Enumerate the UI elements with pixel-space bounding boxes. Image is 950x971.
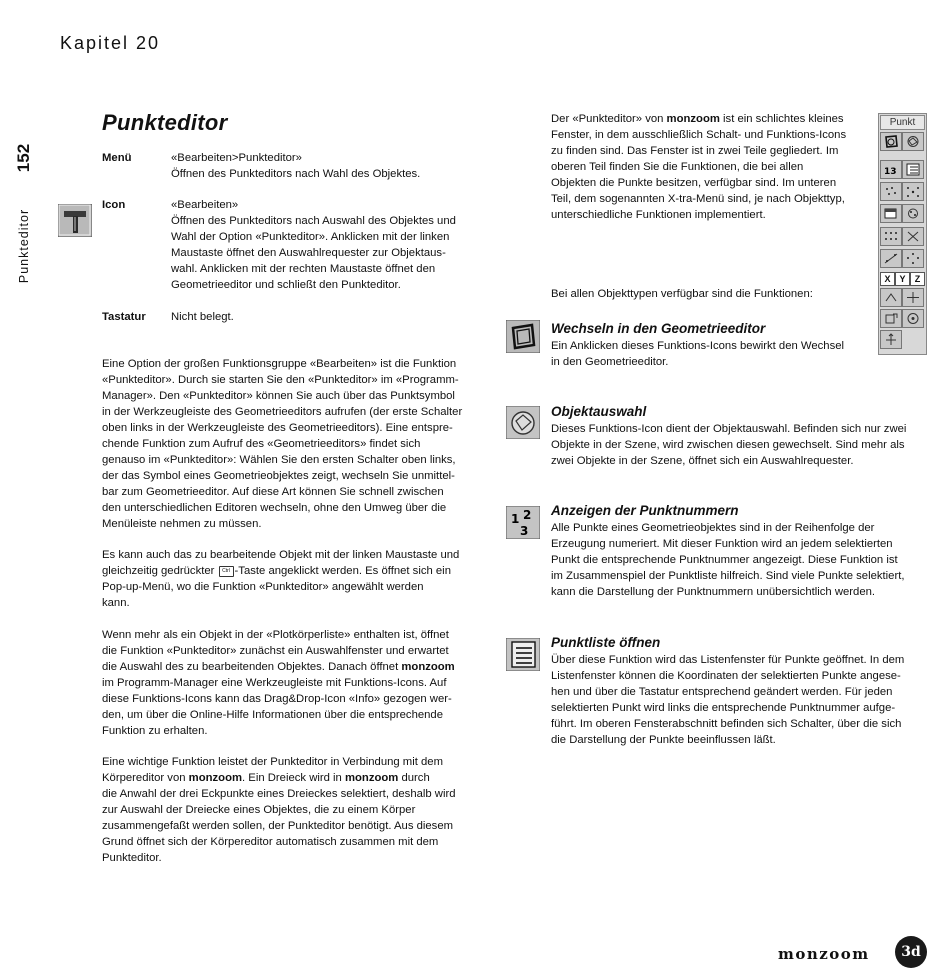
def-label-keyboard: Tastatur <box>102 311 146 323</box>
def-line: Öffnen des Punkteditors nach Wahl des Objektes. <box>171 168 421 180</box>
spread-points-icon[interactable] <box>902 249 924 268</box>
brand-badge: 3d <box>895 936 927 968</box>
text-line: zu finden sind. Das Fenster ist in zwei Teile gegliedert. Im <box>551 145 839 157</box>
text-line: Teil, dem sogenannten X-tra-Menü sind, je nach Objekttyp, <box>551 193 845 205</box>
text-line: zur Auswahl der Dreiecke eines Objektes, die zu einem Körper <box>102 804 416 816</box>
def-text-menu <box>171 150 420 182</box>
text-line <box>102 563 482 579</box>
text-line: führt. Im oberen Fensterabschnitt befinden sich Schalter, über die sich <box>551 718 902 730</box>
brand-name: monzoom <box>401 661 455 673</box>
point-number-icon[interactable] <box>880 160 902 179</box>
text-line: Es kann auch das zu bearbeitende Objekt mit der linken Maustaste und <box>102 549 460 561</box>
scatter-icon[interactable] <box>902 204 924 223</box>
geometry-editor-icon[interactable] <box>880 132 902 151</box>
running-title-text: Punkteditor <box>17 208 31 283</box>
text-line: den, um über die Online-Hilfe Informationen über die entsprechende <box>102 709 443 721</box>
text-line: Objekte in der Szene, wird zwischen diesen gewechselt. Sind mehr als <box>551 439 905 451</box>
text-line: Fenster, in dem ausschließlich Schalt- und Funktions-Icons <box>551 129 847 141</box>
text-line: «Punkteditor». Durch sie starten Sie den «Punkteditor» im «Programm- <box>102 374 459 386</box>
punkt-toolbar-panel <box>878 113 927 355</box>
section-text <box>551 652 926 748</box>
text-line: Eine Option der großen Funktionsgruppe «Bearbeiten» ist die Funktion <box>102 358 457 370</box>
svg-text:13: 13 <box>884 167 897 176</box>
geometry-editor-icon <box>506 320 540 358</box>
brand-logo <box>778 936 928 968</box>
svg-text:3: 3 <box>520 524 529 538</box>
text-line: genauso im «Punkteditor»: Wählen Sie den ersten Schalter oben links, <box>102 454 456 466</box>
text-line: Eine wichtige Funktion leistet der Punkteditor in Verbindung mit dem <box>102 756 443 768</box>
object-select-icon <box>506 406 540 444</box>
text-line: Pop-up-Menü, wo die Funktion «Punkteditor» angewählt werden <box>102 581 424 593</box>
text-run: die Auswahl des zu bearbeitenden Objektes. Danach öffnet <box>102 661 402 673</box>
panel-title: Punkt <box>880 115 925 130</box>
text-line: Grund öffnet sich der Körpereditor automatisch zusammen mit dem <box>102 836 439 848</box>
section-title: Wechseln in den Geometrieeditor <box>551 321 766 336</box>
text-line: im Programm-Manager eine Werkzeugleiste mit Funktions-Icons. Auf <box>102 677 447 689</box>
text-line: Funktion zu erhalten. <box>102 725 208 737</box>
text-line: bar zum Geometrieeditor. Auf diese Art können Sie schnell zwischen <box>102 486 444 498</box>
chapter-heading: Kapitel 20 <box>60 33 161 53</box>
point-list-icon[interactable] <box>902 160 924 179</box>
cross-points-icon[interactable] <box>902 227 924 246</box>
axis-z-toggle[interactable]: Z <box>910 272 925 286</box>
paragraph-4 <box>102 754 482 866</box>
text-line: selektierten Punkt wird links die entsprechende Punktnummer aufge- <box>551 702 896 714</box>
text-line: Alle Punkte eines Geometrieobjektes sind in der Reihenfolge der <box>551 522 875 534</box>
def-line: wahl. Anklicken mit der rechten Maustaste öffnet den <box>171 263 436 275</box>
hammer-icon <box>58 204 92 242</box>
svg-text:2: 2 <box>523 508 532 522</box>
text-line: unterschiedliche Funktionen implementiert. <box>551 209 766 221</box>
text-run: durch <box>398 772 430 784</box>
text-line: in der Werkzeugleiste des Geometrieeditors aufrufen (der erste Schalter <box>102 406 463 418</box>
text-line: oberen Teil finden Sie die Funktionen, die bei allen <box>551 161 804 173</box>
brand-name: monzoom <box>344 772 399 784</box>
dots-select-icon[interactable] <box>880 182 902 201</box>
text-line <box>102 659 482 675</box>
def-line: Öffnen des Punkteditors nach Auswahl des Objektes und <box>171 215 456 227</box>
text-line: chende Funktion zum Aufruf des «Geometrieeditors» findet sich <box>102 438 421 450</box>
text-line <box>551 111 871 127</box>
text-line: hen und über die Tastatur entsprechend geändert werden. Für jeden <box>551 686 893 698</box>
section-title: Punktliste öffnen <box>551 635 661 650</box>
intro-paragraph <box>551 111 871 223</box>
text-line: Erzeugung numeriert. Mit dieser Funktion wird an jedem selektierten <box>551 538 893 550</box>
text-line: Objekten die Punkte besitzen, verfügbar sind. Im unteren <box>551 177 837 189</box>
diagonal-points-icon[interactable] <box>880 249 902 268</box>
brand-name: monzoom <box>188 772 243 784</box>
text-run: . Ein Dreieck wird in <box>242 772 345 784</box>
text-run: Der «Punkteditor» von <box>551 113 667 125</box>
def-line: Geometrieeditor und schließt den Punkteditor. <box>171 279 401 291</box>
page-title: Punkteditor <box>102 110 228 135</box>
page-number-text: 152 <box>14 143 33 173</box>
text-line: Listenfenster können die Koordinaten der selektierten Punkte angese- <box>551 670 901 682</box>
orbit-icon[interactable] <box>902 309 924 328</box>
text-line: Manager». Den «Punkteditor» können Sie auch über das Punktsymbol <box>102 390 455 402</box>
window-icon[interactable] <box>880 204 902 223</box>
text-line: die Funktion «Punkteditor» zunächst ein Auswahlfenster und erwartet <box>102 645 449 657</box>
section-title: Anzeigen der Punktnummern <box>551 503 739 518</box>
text-line: im Zusammenspiel der Punktliste hilfreich. Sind viele Punkte selektiert, <box>551 570 905 582</box>
text-line: Menüleiste nehmen zu müssen. <box>102 518 262 530</box>
text-line: die Anwahl der drei Eckpunkte eines Dreieckes selektiert, deshalb wird <box>102 788 456 800</box>
section-title: Objektauswahl <box>551 404 647 419</box>
text-line: der das Symbol eines Geometrieobjektes zeigt, wechseln Sie unmittel- <box>102 470 455 482</box>
paragraph-1 <box>102 356 482 532</box>
lead-sentence: Bei allen Objekttypen verfügbar sind die Funktionen: <box>551 288 813 300</box>
grid-points-icon[interactable] <box>880 227 902 246</box>
def-text-icon <box>171 197 481 293</box>
def-line: «Bearbeiten>Punkteditor» <box>171 152 302 164</box>
page-number <box>13 140 35 176</box>
dots-move-icon[interactable] <box>902 182 924 201</box>
section-text <box>551 338 926 370</box>
text-line: oben links in der Werkzeugleiste des Geometrieeditors). Eine entspre- <box>102 422 453 434</box>
object-select-icon[interactable] <box>902 132 924 151</box>
text-run: -Taste angeklickt werden. Es öffnet sich ein <box>234 565 451 577</box>
def-line: Maustaste öffnet den Auswahlrequester zur Objektaus- <box>171 247 446 259</box>
text-line: kann die Darstellung der Punktnummern unübersichtlich werden. <box>551 586 876 598</box>
text-line: Dieses Funktions-Icon dient der Objektauswahl. Befinden sich nur zwei <box>551 423 907 435</box>
section-text <box>551 421 926 469</box>
def-text-keyboard: Nicht belegt. <box>171 311 234 323</box>
text-run: Körpereditor von <box>102 772 189 784</box>
text-line: Wenn mehr als ein Objekt in der «Plotkörperliste» enthalten ist, öffnet <box>102 629 449 641</box>
text-line: Punkt die entsprechende Punktnummer angezeigt. Diese Funktion ist <box>551 554 898 566</box>
paragraph-2 <box>102 547 482 611</box>
point-number-icon <box>506 506 540 544</box>
text-line: den unterschiedlichen Editoren wechseln, ohne den Umweg über die <box>102 502 447 514</box>
text-line: kann. <box>102 597 130 609</box>
def-label-icon: Icon <box>102 199 126 211</box>
section-text <box>551 520 926 600</box>
def-line: «Bearbeiten» <box>171 199 239 211</box>
def-label-menu: Menü <box>102 152 132 164</box>
text-line <box>102 770 482 786</box>
rotate-icon[interactable] <box>880 309 902 328</box>
text-line: in den Geometrieeditor. <box>551 356 669 368</box>
text-run: ist ein schlichtes kleines <box>719 113 844 125</box>
axis-y-toggle[interactable]: Y <box>895 272 910 286</box>
text-run: gleichzeitig gedrückter <box>102 565 218 577</box>
text-line: Ein Anklicken dieses Funktions-Icons bewirkt den Wechsel <box>551 340 845 352</box>
ctrl-key-icon: Ctrl <box>219 566 234 577</box>
point-list-icon <box>506 638 540 676</box>
text-line: zusammengefaßt werden sollen, der Punkteditor benötigt. Aus diesem <box>102 820 454 832</box>
paragraph-3 <box>102 627 482 739</box>
brand-name: monzoom <box>666 113 720 125</box>
text-line: Punkteditor. <box>102 852 162 864</box>
running-title <box>13 198 35 293</box>
text-line: Über diese Funktion wird das Listenfenster für Punkte geöffnet. In dem <box>551 654 905 666</box>
svg-text:1: 1 <box>511 512 520 526</box>
text-line: die Darstellung der Punkte beeinflussen läßt. <box>551 734 776 746</box>
def-line: Wahl der Option «Punkteditor». Anklicken mit der linken <box>171 231 450 243</box>
text-line: zwei Objekte in der Szene, öffnet sich ein Auswahlrequester. <box>551 455 854 467</box>
brand-word: monzoom <box>778 945 870 963</box>
text-line: diese Funktions-Icons kann das Drag&Drop-Icon «Info» gezogen wer- <box>102 693 452 705</box>
axis-x-toggle[interactable]: X <box>880 272 895 286</box>
